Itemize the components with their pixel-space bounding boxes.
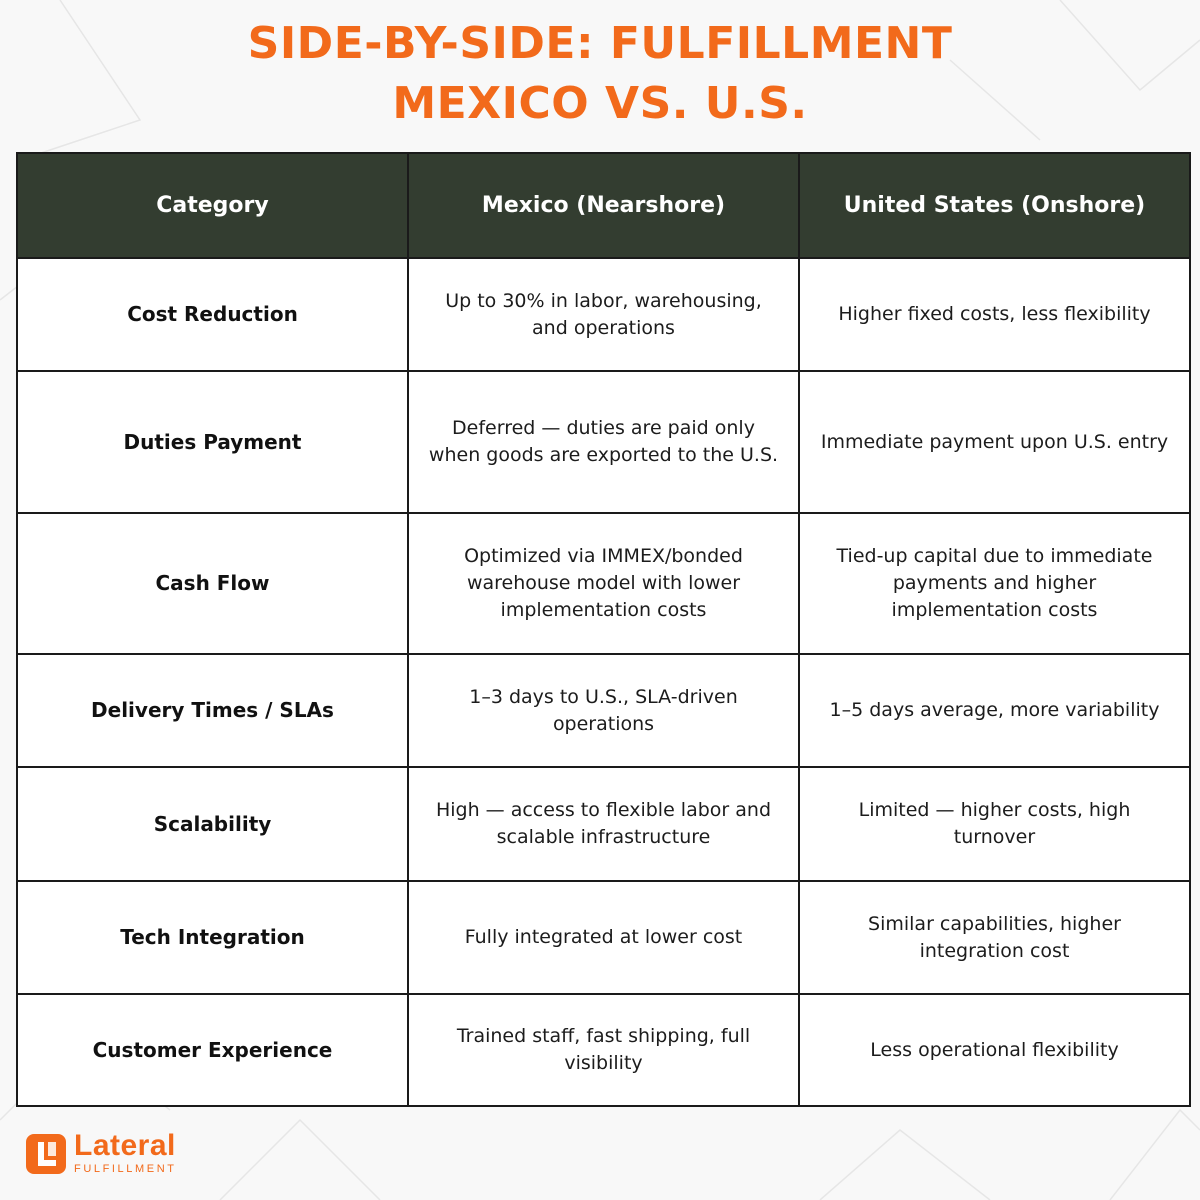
row-category: Tech Integration [17,881,408,994]
row-us-value: Higher fixed costs, less flexibility [799,258,1190,371]
lateral-fulfillment-logo [26,1129,177,1176]
header-mexico: Mexico (Nearshore) [408,153,799,258]
row-category: Customer Experience [17,994,408,1106]
header-category: Category [17,153,408,258]
title-line-1: SIDE-BY-SIDE: FULFILLMENT [247,18,953,69]
table-row [17,767,1190,881]
page-title [0,14,1200,134]
table-row [17,881,1190,994]
table-header-row [17,153,1190,258]
table-row [17,371,1190,513]
row-category: Cash Flow [17,513,408,654]
logo-wordmark: Lateral [74,1129,176,1162]
table-row [17,654,1190,767]
logo-subtitle: FULFILLMENT [74,1163,177,1175]
row-mexico-value: 1–3 days to U.S., SLA-driven operations [408,654,799,767]
table-row [17,513,1190,654]
comparison-table [16,152,1191,1107]
row-mexico-value: High — access to flexible labor and scalable infrastructure [408,767,799,881]
table-row [17,994,1190,1106]
row-mexico-value: Optimized via IMMEX/bonded warehouse model with lower implementation costs [408,513,799,654]
row-mexico-value: Fully integrated at lower cost [408,881,799,994]
row-category: Delivery Times / SLAs [17,654,408,767]
row-category: Scalability [17,767,408,881]
row-category: Duties Payment [17,371,408,513]
row-us-value: Tied-up capital due to immediate payments and higher implementation costs [799,513,1190,654]
row-mexico-value: Trained staff, fast shipping, full visibility [408,994,799,1106]
row-us-value: Immediate payment upon U.S. entry [799,371,1190,513]
table-row [17,258,1190,371]
row-category: Cost Reduction [17,258,408,371]
row-us-value: Less operational flexibility [799,994,1190,1106]
row-us-value: Similar capabilities, higher integration cost [799,881,1190,994]
lateral-logo-mark-icon [26,1134,66,1174]
row-mexico-value: Deferred — duties are paid only when goods are exported to the U.S. [408,371,799,513]
row-us-value: Limited — higher costs, high turnover [799,767,1190,881]
header-united-states: United States (Onshore) [799,153,1190,258]
title-line-2: MEXICO VS. U.S. [392,78,808,129]
row-us-value: 1–5 days average, more variability [799,654,1190,767]
row-mexico-value: Up to 30% in labor, warehousing, and operations [408,258,799,371]
